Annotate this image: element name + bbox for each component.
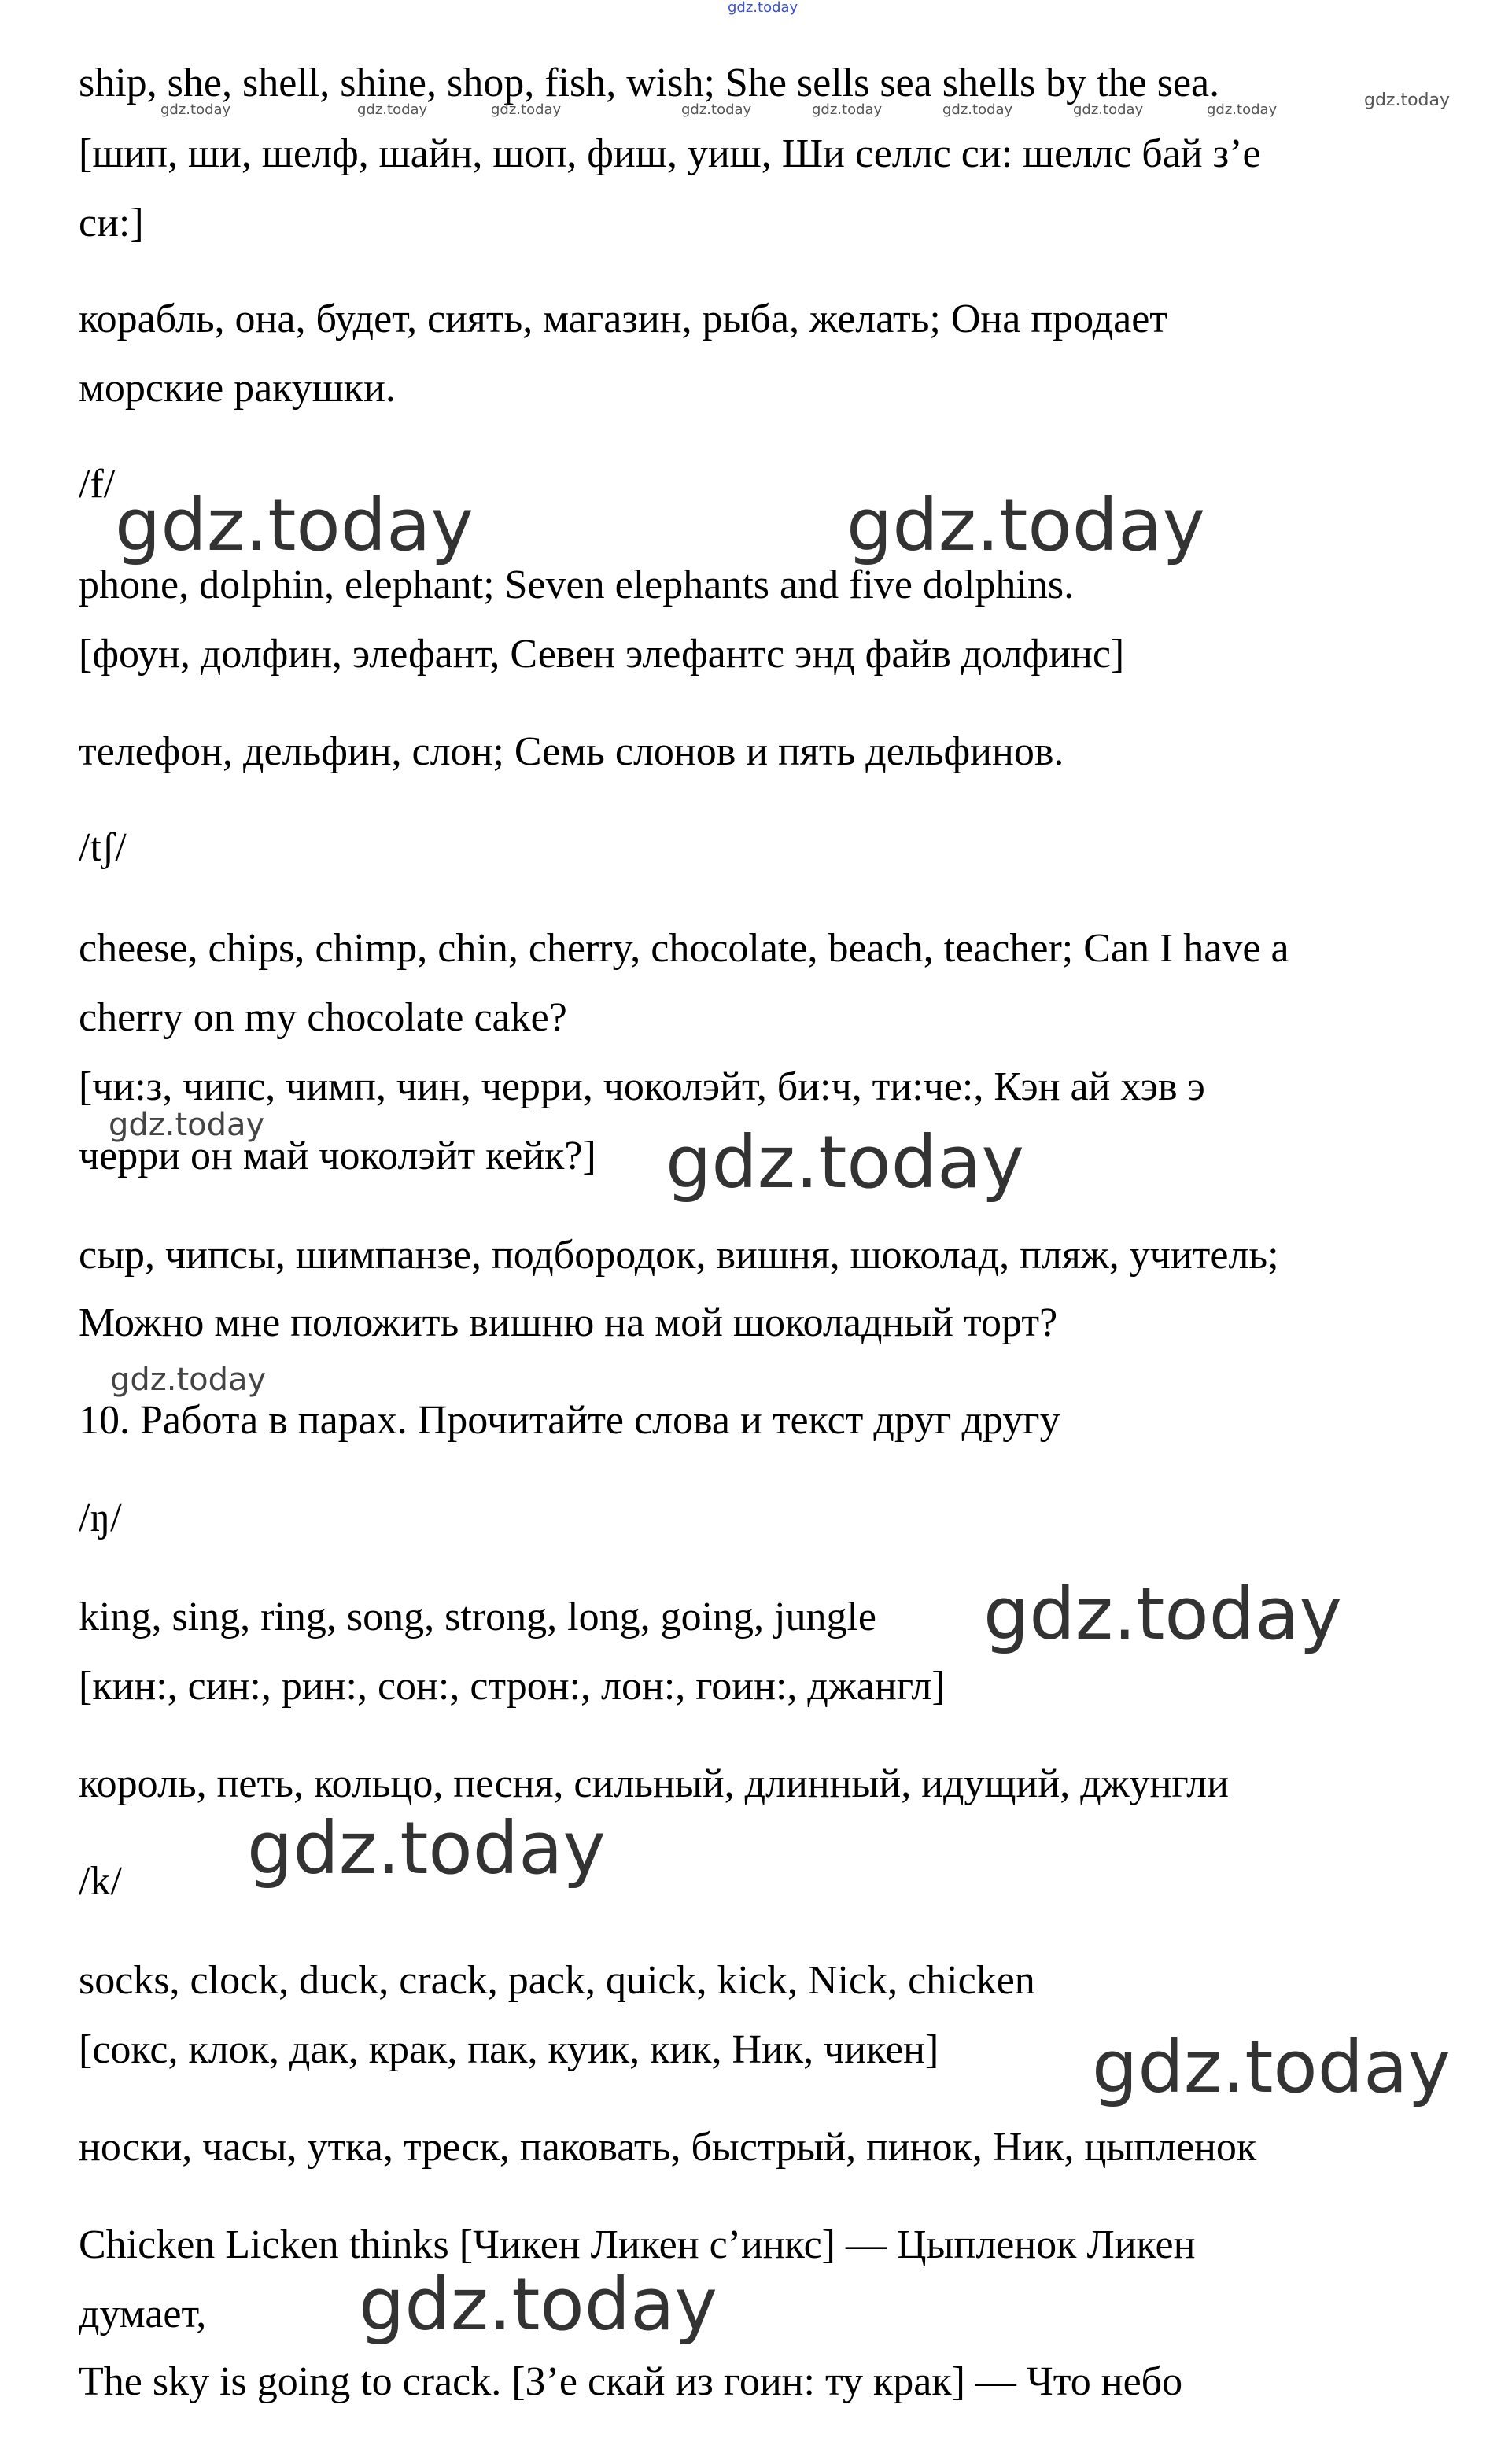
watermark: gdz.today: [1073, 101, 1144, 118]
top-watermark: gdz.today: [728, 0, 798, 16]
watermark: gdz.today: [681, 101, 752, 118]
text-line: телефон, дельфин, слон; Семь слонов и пять дельфинов.: [79, 729, 1064, 774]
text-line: Chicken Licken thinks [Чикен Ликен с’инкс] — Цыпленок Ликен: [79, 2222, 1196, 2267]
text-line: [кин:, син:, рин:, сон:, строн:, лон:, гоин:, джангл]: [79, 1664, 946, 1709]
text-line: Можно мне положить вишню на мой шоколадный торт?: [79, 1300, 1058, 1345]
watermark: gdz.today: [115, 483, 474, 567]
text-line: [чи:з, чипс, чимп, чин, черри, чоколэйт, би:ч, ти:че:, Кэн ай хэв э: [79, 1064, 1205, 1109]
phoneme-heading: /k/: [79, 1859, 122, 1904]
watermark: gdz.today: [666, 1120, 1024, 1204]
text-line: [шип, ши, шелф, шайн, шоп, фиш, уиш, Ши селлс си: шеллс бай з’е: [79, 131, 1261, 176]
watermark: gdz.today: [160, 101, 231, 118]
text-line: The sky is going to crack. [З’е скай из гоин: ту крак] — Что небо: [79, 2359, 1183, 2404]
watermark: gdz.today: [1207, 101, 1278, 118]
text-line: думает,: [79, 2292, 207, 2336]
exercise-heading: 10. Работа в парах. Прочитайте слова и текст друг другу: [79, 1398, 1060, 1443]
watermark: gdz.today: [109, 1107, 265, 1143]
watermark: gdz.today: [359, 2262, 717, 2347]
text-line: ship, she, shell, shine, shop, fish, wish; She sells sea shells by the sea.: [79, 61, 1220, 105]
watermark: gdz.today: [983, 1572, 1342, 1656]
watermark: gdz.today: [846, 483, 1205, 567]
text-line: морские ракушки.: [79, 366, 396, 411]
phoneme-heading: /ŋ/: [79, 1495, 122, 1540]
watermark: gdz.today: [942, 101, 1013, 118]
watermark: gdz.today: [1364, 90, 1451, 110]
text-line: черри он май чоколэйт кейк?]: [79, 1134, 596, 1178]
watermark: gdz.today: [110, 1362, 267, 1398]
text-line: [сокс, клок, дак, крак, пак, куик, кик, Ник, чикен]: [79, 2027, 939, 2072]
phoneme-heading: /tʃ/: [79, 825, 127, 870]
text-line: си:]: [79, 201, 144, 245]
watermark: gdz.today: [1092, 2025, 1451, 2109]
phoneme-heading: /f/: [79, 462, 116, 507]
text-line: [фоун, долфин, элефант, Севен элефантс энд файв долфинс]: [79, 632, 1125, 677]
watermark: gdz.today: [357, 101, 428, 118]
watermark: gdz.today: [812, 101, 883, 118]
text-line: король, петь, кольцо, песня, сильный, длинный, идущий, джунгли: [79, 1761, 1229, 1806]
text-line: сыр, чипсы, шимпанзе, подбородок, вишня, шоколад, пляж, учитель;: [79, 1233, 1279, 1278]
text-line: носки, часы, утка, треск, паковать, быстрый, пинок, Ник, цыпленок: [79, 2125, 1257, 2170]
text-line: king, sing, ring, song, strong, long, going, jungle: [79, 1595, 876, 1639]
text-line: phone, dolphin, elephant; Seven elephants and five dolphins.: [79, 562, 1075, 607]
watermark: gdz.today: [491, 101, 562, 118]
text-line: cheese, chips, chimp, chin, cherry, chocolate, beach, teacher; Can I have a: [79, 926, 1289, 971]
text-line: cherry on my chocolate cake?: [79, 995, 567, 1040]
text-line: socks, clock, duck, crack, pack, quick, kick, Nick, chicken: [79, 1958, 1035, 2003]
watermark: gdz.today: [247, 1806, 606, 1890]
text-line: корабль, она, будет, сиять, магазин, рыба, желать; Она продает: [79, 297, 1167, 341]
